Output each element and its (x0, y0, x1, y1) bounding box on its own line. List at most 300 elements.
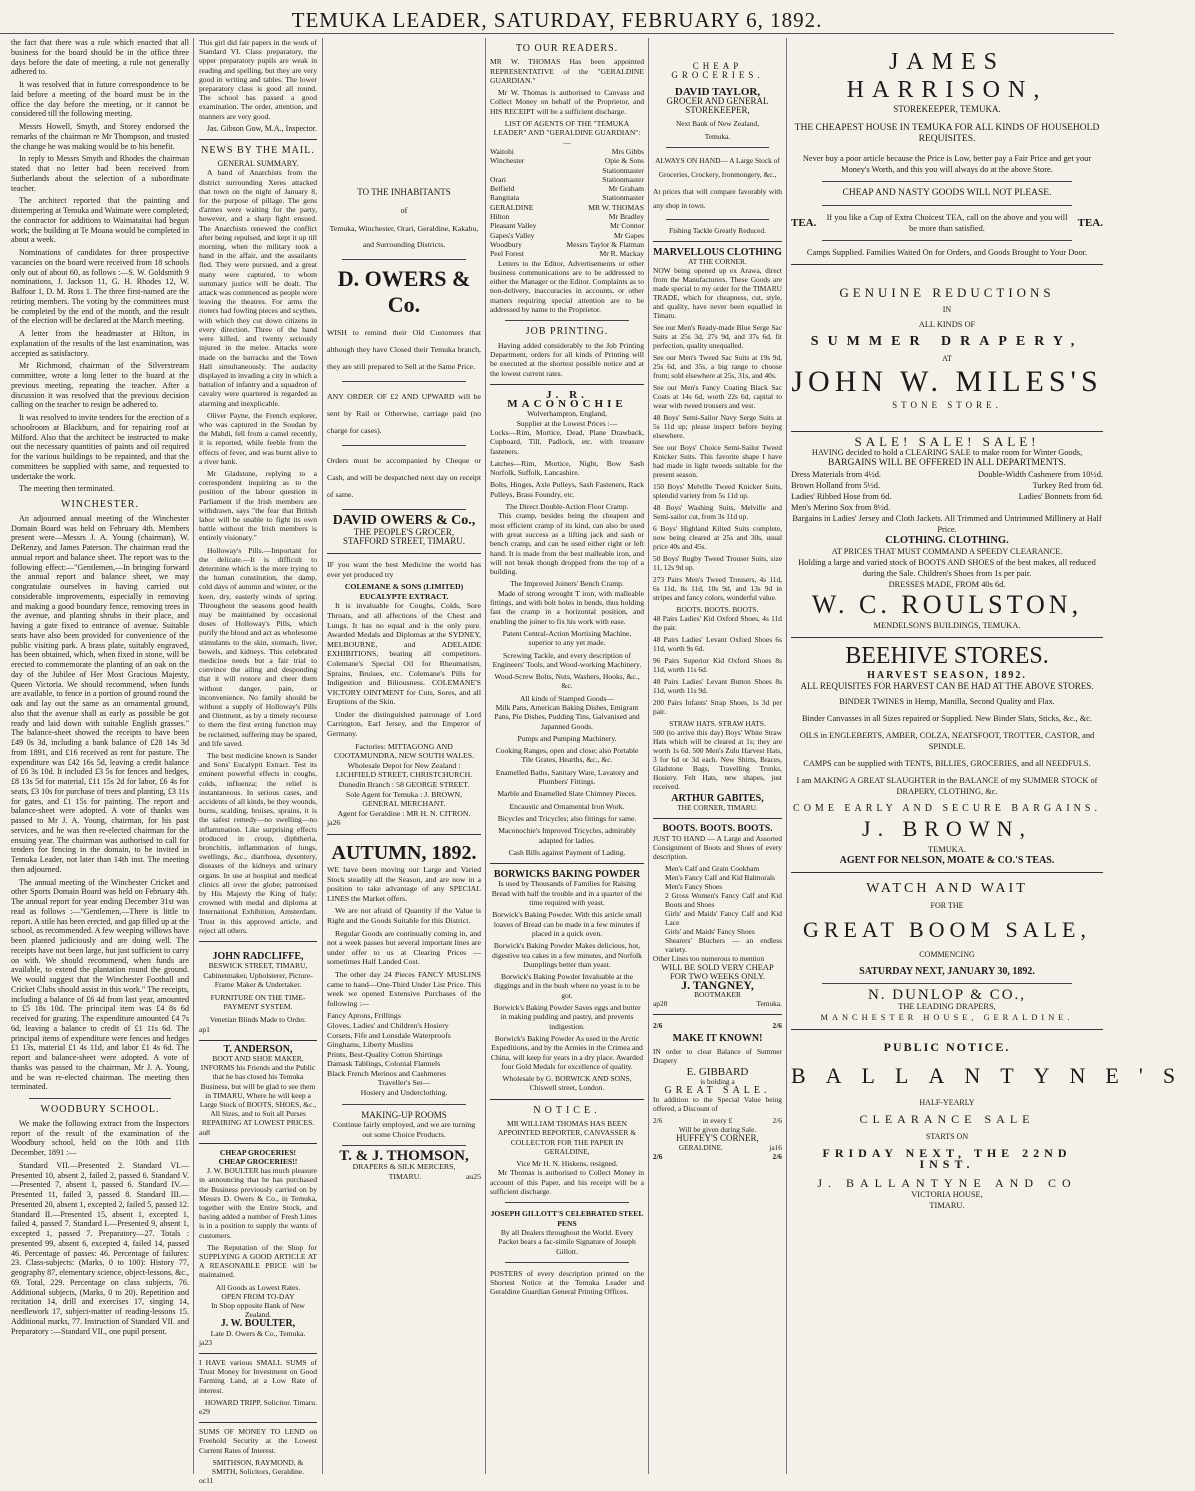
ad-name: HOWARD TRIPP, Solicitor. Timaru. (204, 1397, 317, 1407)
column-rule (648, 38, 649, 1474)
ad-beehive (791, 638, 1103, 873)
ad-body: This cramp, besides being the cheapest and most efficient cramp of its kind, can also be used with great success as a lifting jack and sash or bench cramp, and can be used either right or left hand. It is made from the best malleable iron, and will not break though dropped from the top of a building. (490, 511, 644, 577)
ad-title: JOHN RADCLIFFE, (212, 951, 304, 963)
list-item: Men's Fancy Calf and Kid Balmorals (665, 873, 775, 882)
ad-code: ap1 (199, 1024, 210, 1034)
divider (490, 863, 644, 864)
article-paragraph: The meeting then terminated. (19, 484, 115, 494)
article-paragraph: We make the following extract from the Inspectors report of the result of the examination of the Woodbury school, held on the 10th and 11th December, 1891 :— (11, 1118, 189, 1157)
list-item: 2 Gross Women's Fancy Calf and Kid Boots and Shoes (665, 891, 782, 909)
ad-line: The Direct Double-Action Floor Cramp. (505, 502, 629, 512)
ad-line: IN (942, 305, 952, 314)
article-paragraph: A band of Anarchists from the district surrounding Xeres attacked that town on the night of January 8, for the purpose of pillage. The gens d'armes were waiting for the party, however, and a sharp fight ensued. The Anarchists renewed the conflict after being repulsed, and kept it up till morning, when the military took a hand in the affair, and the assailants fled. They were pursued, and a great many were captured, to whom summary justice will be dealt. The attack was commenced as people were leaving the theatres. For arms the rioters had fowling pieces and scythes, with which they cut down citizens in every direction. Three of the band were killed, and twenty seriously injured in the melee. Attacks were made on the barracks and the Town Hall simultaneously. The audacity displayed in invading a city in which a battalion of infantry and a squadron of cavalry were quartered is regarded as alarming and inexplicable. (199, 168, 317, 408)
divider (822, 205, 1072, 206)
divider (342, 381, 465, 382)
agent-place: Gapes's Valley (490, 230, 535, 240)
ad-body: Continue fairly employed, and we are turning out some Choice Products. (332, 1120, 476, 1139)
ad-body: Borwick's Baking Powder As used in the Arctic Expeditions, and by the Armies in the Crimea and China, will keep for years in a dry place. Awarded four Gold Medals for excellence of quality. (490, 1033, 644, 1071)
agent-row (490, 166, 644, 175)
ad-line: Other Lines too numerous to mention (653, 954, 765, 963)
column-3 (324, 38, 484, 1474)
divider (666, 219, 769, 220)
article-paragraph: Holloway's Pills.—Important for the delicate.—It is difficult to determine which is the more trying to the human constitution, the damp, cold days of autumn and winter, or the keen, dry, easterly winds of spring. Throughout the seasons good health may be maintained by occasional doses of Holloway's Pills, which purify the blood and act as wholesome stimulants to the skin, stomach, liver, bowels, and kidneys. This celebrated medicine needs but a fair trial to convince the ailing and desponding that it will restore and cheer them without danger, pain, or inconvenience. No family should be without a supply of Holloway's Pills and Ointment, as by a timely recourse to them the first erring function may be reclaimed, suffering may be spared, and life saved. (199, 545, 317, 748)
divider (327, 553, 481, 554)
ad-body: See our Men's Tweed Sac Suits at 19s 9d, 25s 6d, and 35s, a big range to choose from; sold elsewhere at 25s, 31s, and 40s. (653, 353, 782, 380)
ad-address: Wolverhampton, England, (527, 409, 607, 419)
divider (653, 1014, 782, 1015)
list-item: Ginghams, Liberty Muslins (327, 1040, 413, 1050)
ad-title: CHEAP GROCERIES! (219, 1147, 297, 1157)
agent-row (490, 231, 644, 240)
ad-name: N. DUNLOP & CO., (867, 987, 1027, 1003)
notice-title: JOSEPH GILLOTT'S CELEBRATED STEEL PENS (490, 1209, 644, 1228)
ad-body: 48 Boys' Semi-Sailor Navy Serge Suits at 5s 11d up; please inspect before buying elsewhere. (653, 413, 782, 440)
agent-name: Mr Bradley (608, 212, 644, 222)
ad-body: Never buy a poor article because the Price is Low, better pay a Fair Price and get your Money's Worth, and this you will always do at the above Store. (802, 154, 1092, 174)
article-paragraph: In reply to Messrs Smyth and Rhodes the chairman stated that no letter had been received from Sutherlands about the selection of a subordinate teacher. (11, 154, 189, 193)
column-1 (8, 38, 192, 1474)
corner-row (653, 1152, 782, 1161)
agent-place: Orari (490, 174, 507, 184)
ad-name: J. W. BOULTER, (220, 1318, 296, 1330)
ad-line: HUFFEY'S CORNER, (676, 1133, 759, 1143)
ad-body: Borwick's Baking Powder. With this article small loaves of Bread can be made in a few minutes if placed in a quick oven. (492, 910, 642, 938)
agent-place: Belfield (490, 184, 515, 194)
agent-name: Mr Gapes (613, 230, 644, 240)
article-paragraph: Oliver Payne, the French explorer, who was captured in the Soudan by the Mahdi, fell from a camel recently, it is reported, while feeble from the effects of fever, and was burnt alive to a river bank. (199, 410, 317, 466)
price-row (791, 480, 1103, 491)
ad-body: Marble and Enamelled Slate Chimney Pieces. (497, 789, 637, 799)
ad-body: INFORMS his Friends and the Public that he has closed his Temuka Business, but will be glad to see them in TIMARU, Where he will keep a Large Stock of BOOTS, SHOES, &c., All Sizes, and to Suit all Purses (199, 1063, 317, 1119)
list-item: Shearers' Bluchers — an endless variety. (665, 936, 782, 954)
ad-title: DAVID TAYLOR, (674, 86, 761, 98)
column-rule (193, 38, 194, 1474)
column-4 (487, 38, 647, 1474)
ad-line: WILL BE SOLD VERY CHEAP FOR TWO WEEKS ONLY. (661, 962, 774, 981)
ad-firm: DAVID OWERS & Co., (332, 513, 476, 529)
signature: Jas. Gibson Gow, M.A., Inspector. (206, 123, 317, 133)
ad-date: FRIDAY NEXT, THE 22ND INST. (822, 1146, 1072, 1171)
ad-list (653, 864, 782, 954)
divider (199, 139, 317, 140)
corner-row (653, 1021, 782, 1030)
ad-line: All kinds of Stamped Goods— (519, 693, 615, 703)
divider (666, 147, 769, 148)
divider (342, 259, 465, 260)
ad-body: 150 Boys' Melville Tweed Knicker Suits, splendid variety from 5s 11d up. (653, 482, 782, 500)
ad-trade: BOOT AND SHOE MAKER, (212, 1053, 304, 1063)
agent-name: Stationmaster (602, 165, 644, 175)
ad-line: Wholesale Depot for New Zealand : LICHFIELD STREET, CHRISTCHURCH. (335, 760, 473, 780)
article-paragraph: the fact that there was a rule which enacted that all business for the board should be in the office three days before the date of meeting, a rule not generally adhered to. (11, 38, 189, 77)
article-paragraph: It was resolved that in future correspondence to be laid before a meeting of the board must be in the office the day before the meeting, or it cannot be considered till the following meeting. (11, 80, 189, 119)
article-paragraph: The architect reported that the painting and distempering at Temuka and Waimate were completed; the contractor for additions to Waimataitai had begun work; the building at Te Moana would be completed in about a week. (11, 196, 189, 245)
ad-line: THE PEOPLE'S GROCER, (353, 526, 455, 537)
list-item: Gloves, Ladies' and Children's Hosiery (327, 1020, 449, 1030)
ad-body: Pumps and Pumping Machinery. (517, 733, 617, 743)
agent-place: Peel Forest (490, 249, 524, 259)
tea-label: TEA. (1077, 216, 1103, 229)
article-paragraph: Mr Gladstone, replying to a correspondent inquiring as to the position of the labour question in Parliament if the Irish members are withdrawn, says "the fear that British labor will be unable to fight its own battle without the Irish members is entirely visionary." (199, 468, 317, 543)
agent-name: Messrs Taylor & Flatman (566, 239, 644, 249)
ad-town: TEMUKA. (928, 845, 966, 854)
ad-radcliffe (199, 948, 317, 1041)
ad-line: GREAT SALE. (664, 1085, 771, 1096)
ad-title: T. ANDERSON, (223, 1043, 293, 1055)
ad-title: BOOTS. BOOTS. BOOTS. (662, 824, 773, 834)
ad-body: At prices that will compare favorably with any shop in town. (653, 187, 782, 210)
ad-body: Made of strong wrought T iron, with malleable fittings, and with bolt holes in bends, thus holding fast the cramp in a horizontal position, and enabling the joiner to fix his work with ease. (490, 588, 644, 626)
ad-title: J. R. MACONOCHIE (507, 388, 627, 411)
agents-heading: LIST OF AGENTS OF THE "TEMUKA LEADER" AND "GERALDINE GUARDIAN":— (493, 119, 641, 147)
discount-row (653, 1116, 782, 1125)
ad-line: of (400, 205, 408, 215)
ad-body: Bolts, Hinges, Axle Pulleys, Sash Fasteners, Rack Pulleys, Brass Foundry, etc. (490, 480, 644, 499)
ad-name: J. BALLANTYNE AND CO (817, 1176, 1077, 1190)
column-6 (788, 38, 1195, 1474)
article-heading: NEWS BY THE MAIL. (201, 145, 315, 157)
ad-trade: BOOTMAKER (694, 990, 741, 999)
ad-body: IF you want the best Medicine the world has ever yet produced try (327, 559, 481, 579)
ad-body: SUMS OF MONEY TO LEND on Freehold Security at the Lowest Current Rates of Interest. (199, 1427, 317, 1455)
ad-heading: CLOTHING. CLOTHING. (885, 535, 1009, 546)
ad-body: Latches—Rim, Mortice, Night, Bow Sash Norfolk, Suffolk, Lancashire. (490, 458, 644, 478)
article-subheading: GENERAL SUMMARY. (217, 159, 299, 169)
ad-address: VICTORIA HOUSE, (911, 1190, 983, 1199)
agent-row (490, 193, 644, 202)
notice-paragraph: Mr W. Thomas is authorised to Canvass and Collect Money on behalf of the Proprietor, and HIS RECEIPT will be a sufficient discharge. (490, 88, 644, 116)
agent-name: Mr Connor (610, 221, 644, 231)
article-heading: WINCHESTER. (61, 499, 139, 510)
agent-row (490, 221, 644, 230)
agent-name: MR W. THOMAS (588, 202, 644, 212)
ad-line: All Goods as Lowest Rates. (215, 1282, 301, 1292)
ad-title: CHEAP GROCERIES!! (218, 1156, 298, 1166)
ad-heading: WATCH AND WAIT (866, 881, 1028, 896)
price-item: Ladies' Ribbed Hose from 6d. (791, 492, 892, 501)
ad-body: If you like a Cup of Extra Choicest TEA, call on the above and you will be more than satisfied. (826, 213, 1068, 233)
ad-body: Under the distinguished patronage of Lord Carrington, Earl Jersey, and the Emperor of Germany. (327, 709, 481, 739)
list-item: Prints, Best-Quality Cotton Shirtings (327, 1049, 443, 1059)
ad-title: MARVELLOUS CLOTHING (653, 247, 782, 258)
ad-body: Borwick's Baking Powder Makes delicious, hot, digestive tea cakes in a few minutes, and Norfolk Dumplings better than yeast. (492, 941, 642, 969)
ad-title: AUTUMN, 1892. (331, 842, 477, 864)
ad-title: MAKE IT KNOWN! (672, 1033, 763, 1044)
ad-code: au25 (465, 1171, 481, 1181)
article-paragraph: This girl did fair papers in the work of Standard VI. Class preparatory, the upper preparatory pupils are weak in reading and spelling, but they are very good in writing and tables. The lower preparatory class is good all round. The school has passed a good examination. The order, attention, and manners are very good. (199, 38, 317, 121)
ad-body: I HAVE various SMALL SUMS of Trust Money for Investment on Good Farming Land, at a Low Rate of interest. (199, 1358, 317, 1395)
ad-list (327, 1011, 481, 1078)
ad-body: See our Men's Fancy Coating Black Sac Coats at 14s 6d, worth 22s 6d, capital to wear with tweed trousers and vest. (653, 383, 782, 410)
ad-line: COMMENCING (919, 950, 975, 959)
article-paragraph: Mr Richmond, chairman of the Silverstream committee, wrote a long letter to the board at the previous meeting, repeating the teacher. After a discussion it was resolved that the previous decision calling on the teacher to resign be adhered to. (11, 361, 189, 410)
ad-body: THE CHEAPEST HOUSE IN TEMUKA FOR ALL KINDS OF HOUSEHOLD REQUISITES. (794, 123, 1100, 144)
ad-roulston (791, 432, 1103, 638)
ad-footer: Camps Supplied. Families Waited On for Orders, and Goods Brought to Your Door. (806, 248, 1088, 257)
ad-footer-row (653, 1143, 782, 1152)
divider (342, 1104, 465, 1105)
ad-line: STARTS ON (925, 1132, 969, 1141)
agent-name: Mr Graham (608, 184, 644, 194)
masthead: TEMUKA LEADER, SATURDAY, FEBRUARY 6, 1892. (0, 0, 1114, 34)
tea-label: TEA. (791, 216, 817, 229)
ad-address: BESWICK STREET, TIMARU, (208, 961, 308, 971)
divider (327, 834, 481, 835)
corner-price: 2/6 (772, 1152, 782, 1161)
divider (822, 240, 1072, 241)
ad-anderson (199, 1041, 317, 1144)
ad-body: Enamelled Baths, Sanitary Ware, Lavatory and Plumbers' Fittings. (495, 767, 639, 787)
ad-code: ja26 (327, 818, 341, 828)
article-paragraph: Standard VII.—Presented 2. Standard VI.—Presented 10, absent 2, failed 2, passed 6. Standard V.—Presented 7, absent 1, passed 6. Standard IV.—Presented 11, failed 3, passed 8. Standard III.—Presented 20, absent 1, excepted 2, failed 5, passed 12. Standard II.—Presented 15, absent 1, excepted 1, failed 4, passed 7. Standard I.—Presented 9, absent 1, excepted 1, passed 7. Preparatory—27. Totals : presented 99, absent 6, excepted 4, failed 14, passed 46. Percentage of passes: 46. Percentage of failures: 23. Class-subjects: (Marks, 0 to 100): History 77, geography 87, elementary science, object-lessons, &c., 69. Total, 229. Percentage on class subjects, 76. Additional subjects, (Marks, 0 to 20). Repetition and recitation 14, drill and exercises 17, singing 14, needlework 17, subject-matter of reading-lessons 15. Additional marks, 77. Instruction of Standard VII. and Preparatory :—Standard VII., one pupil present. (11, 1160, 189, 1336)
ad-address: THE CORNER, TIMARU. (677, 803, 758, 812)
ad-line: BOOTS. BOOTS. BOOTS. (676, 605, 759, 614)
column-2 (196, 38, 320, 1486)
ad-address: MENDELSON'S BUILDINGS, TEMUKA. (873, 621, 1021, 630)
ad-body: Cash Bills against Payment of Lading. (508, 847, 626, 857)
list-item: Damask Tablings, Colonial Flannels (327, 1059, 441, 1069)
list-item: Men's Calf and Grain Cookham (665, 864, 760, 873)
ad-body: BARGAINS WILL BE OFFERED IN ALL DEPARTMENTS. (827, 458, 1067, 468)
ad-title: D. OWERS & Co. (337, 266, 471, 318)
ad-body: Cooking Ranges, open and close; also Portable Tile Grates, Hearths, &c., &c. (495, 746, 639, 765)
ad-body: 48 Boys' Washing Suits, Melville and Semi-sailor cut, from 3s 11d up. (653, 503, 782, 521)
ad-body: ALWAYS ON HAND— A Large Stock of Groceries, Crockery, Ironmongery, &c., (655, 156, 780, 179)
ad-subtitle: HARVEST SEASON, 1892. (867, 670, 1027, 681)
ad-name: E. GIBBARD (686, 1066, 749, 1078)
ad-body: Borwick's Baking Powder Saves eggs and butter in making pudding and pastry, and prevents indigestion. (493, 1003, 641, 1031)
ad-line: COME EARLY AND SECURE BARGAINS. (793, 803, 1101, 814)
ad-line: DRAPERS & SILK MERCERS, (352, 1162, 456, 1172)
ad-body: The other day 24 Pieces FANCY MUSLINS came to hand—One-Third Under List Price. This week we opened Extensive Purchases of the following :— (327, 969, 481, 1008)
ad-body: 48 Pairs Ladies' Kid Oxford Shoes, 4s 11d the pair. (653, 614, 782, 632)
divider (505, 1202, 628, 1203)
ad-body: Wholesale by G. BORWICK AND SONS, Chiswell street, London. (502, 1074, 632, 1093)
ad-line: Agent for Geraldine : MR H. N. CITRON. (337, 808, 471, 818)
ad-line: Supplier at the Lowest Prices :— (516, 418, 618, 428)
ad-line: STRAW HATS. STRAW HATS. (669, 719, 766, 728)
ad-body: See our Boys' Choice Semi-Sailor Tweed Knicker Suits. This favorite shape I have had made in light tweeds suitable for the present season. (653, 443, 782, 479)
ad-body: Orders must be accompanied by Cheque or Cash, and will be despatched next day on receipt of same. (327, 456, 481, 500)
ad-line: Factories: MITTAGONG AND COOTAMUNDRA, NEW SOUTH WALES. (333, 741, 475, 761)
ad-line: Late D. Owers & Co., Temuka. (210, 1328, 306, 1338)
ad-body: Holding a large and varied stock of BOOTS AND SHOES of the best makes, all reduced during the Sale. Children's Shoes from 1s per pair. (798, 558, 1096, 578)
ad-body: Is used by Thousands of Families for Raising Bread with half the trouble and in a quarter of the time required with yeast. (491, 879, 643, 908)
list-item: Corsets, Fife and Lonsdale Waterproofs (327, 1030, 451, 1040)
agents-list (490, 147, 644, 259)
ad-motto: CHEAP AND NASTY GOODS WILL NOT PLEASE. (842, 188, 1052, 198)
ad-footer: Fishing Tackle Greatly Reduced. (668, 226, 767, 235)
ad-body: J. W. BOULTER has much pleasure in announcing that he has purchased the Business previously carried on by Messrs D. Owers & Co., in Temuka, together with the Entire Stock, and having added a number of Fresh Lines is in a position to supply the wants of customers. (199, 1166, 317, 1240)
ad-name: SMITHSON, RAYMOND, & SMITH, Solicitors, Geraldine. (211, 1457, 305, 1477)
corner-price: 2/6 (653, 1021, 663, 1030)
list-item: Black French Merinos and Cashmeres (327, 1068, 447, 1078)
ad-body: 200 Pairs Infants' Strap Shoes, 1s 3d per pair. (653, 698, 782, 716)
ad-line: STONE STORE. (892, 400, 1002, 410)
agent-row (490, 175, 644, 184)
agent-row (490, 156, 644, 165)
ad-line: Dunedin Branch : 58 GEORGE STREET. (338, 780, 470, 790)
ad-line: Temuka, Winchester, Orari, Geraldine, Kakahu, and Surrounding Districts. (329, 224, 479, 250)
ad-body: Patent Central-Action Mortising Machine, superior to any yet made. (502, 628, 632, 648)
discount-value: 2/6 (772, 1116, 782, 1125)
divider (822, 983, 1072, 984)
notice-paragraph: Having added considerably to the Job Printing Department, orders for all kinds of Printing will be executed at the shortest possible notice and at the lowest current rates. (490, 340, 644, 378)
ad-line: DRESSES MADE, FROM 40s 6d. (888, 580, 1006, 589)
ad-body: See our Men's Ready-made Blue Serge Sac Suits at 25s 3d, 27s 9d, and 37s 6d, fit perfection, quality unequalled. (653, 323, 782, 350)
ad-name: ARTHUR GABITES, (671, 793, 764, 804)
ad-line: CAMPS can be supplied with TENTS, BILLIES, GROCERIES, and all NEEDFULS. (803, 759, 1091, 768)
ad-body: 48 Pairs Ladies' Levant Oxford Shoes 6s 11d, worth 9s 6d. (653, 635, 782, 653)
ad-body: Maconochie's Improved Tricycles, admirably adapted for ladies. (498, 826, 636, 845)
ad-code: oc11 (199, 1476, 214, 1486)
ad-name: J. TANGNEY, (681, 978, 754, 992)
ad-body: Locks—Rim, Mortice, Dead, Plane Drawback, Cupboard, Till, Padlock, etc. with treasure fasteners. (490, 427, 644, 456)
divider (505, 320, 628, 321)
divider (822, 181, 1072, 182)
article-paragraph: Nominations of candidates for three prospective vacancies on the board were received from 18 schools only out of about 60, as follows :—S. W. Goldsmith 9 nominations, J. Jackson 11, G. H. Rhodes 12, W. Balfour 1, D. M. Ross 1. The three first-named are the retiring members. The voting by the committees must be completed by the end of the month, and the result of the election will be declared at the March meeting. (11, 248, 189, 326)
agent-row (490, 147, 644, 156)
ad-body: Bicycles and Tricycles; also fittings for same. (497, 813, 637, 823)
article-paragraph: It was resolved to invite tenders for the erection of a schoolroom at Blackburn, and for repairing roof at Milford. Also that the architect be instructed to make out the necessary quantities of paints and oil required for the various buildings to be repainted, and that the committees be supplied with same, and requested to undertake the work. (11, 413, 189, 481)
ad-body: Bargains in Ladies' Jersey and Cloth Jackets. All Trimmed and Untrimmed Millinery at Half Price. (792, 514, 1102, 534)
agent-row (490, 203, 644, 212)
corner-price: 2/6 (653, 1152, 663, 1161)
notice-paragraph: Letters to the Editor, Advertisements or other business communications are to be addressed to either the Manager or the Editor. Complaints as to non-delivery, inaccuracies in accounts, or other matters requiring special attention are to be addressed by name to the Proprietor. (490, 258, 644, 315)
ad-line: HALF-YEARLY (919, 1098, 975, 1107)
ad-title: BORWICKS BAKING POWDER (493, 869, 641, 881)
list-item: Girls' and Maids' Fancy Calf and Kid Lace (665, 909, 782, 927)
notice-paragraph: MR WILLIAM THOMAS HAS BEEN APPOINTED REPORTER, CANVASSER & COLLECTOR FOR THE PAPER IN GERALDINE, (497, 1118, 637, 1156)
article-paragraph: A letter from the headmaster at Hilton, in explanation of the results of the last examination, was accepted as satisfactory. (11, 329, 189, 358)
agent-name: Mrs Gibbs (611, 146, 644, 156)
ad-trade: THE LEADING DRAPERS, (898, 1002, 996, 1011)
divider (653, 241, 782, 242)
column-rule (322, 38, 323, 1474)
ad-tripp (199, 1354, 317, 1423)
ad-body: IN order to clear Balance of Summer Drapery (653, 1047, 782, 1065)
ad-line: OILS in ENGLEBERTS, AMBER, COLZA, NEATSFOOT, TROTTER, CASTOR, and SPINDLE. (799, 731, 1095, 751)
ad-miles (791, 265, 1103, 432)
agent-place: Hilton (490, 212, 510, 222)
ad-trade: GROCER AND GENERAL STOREKEEPER, (666, 96, 769, 115)
ad-footer: Venetian Blinds Made to Order. (209, 1015, 307, 1025)
ad-smithson (199, 1423, 317, 1491)
ad-date: SATURDAY NEXT, JANUARY 30, 1892. (859, 966, 1035, 977)
ad-footer-row (327, 1172, 481, 1182)
column-5 (650, 38, 785, 1474)
ad-footer: REPAIRING AT LOWEST PRICES. (201, 1118, 315, 1128)
ad-trade: Cabinetmaker, Upholsterer, Picture-Frame Maker & Undertaker. (203, 970, 313, 989)
ad-line: AT PRICES THAT MUST COMMAND A SPEEDY CLEARANCE. (831, 547, 1063, 556)
article-heading: NOTICE. (533, 1104, 601, 1116)
notice-paragraph: By all Dealers throughout the World. Every Packet bears a fac-simile Signature of Joseph Gillott. (498, 1227, 636, 1256)
ad-address: STAFFORD STREET, TIMARU. (343, 536, 465, 547)
ad-line: BINDER TWINES in Hemp, Manilla, Second Quality and Flax. (839, 697, 1055, 706)
tea-row (791, 212, 1103, 234)
agent-place: GERALDINE (490, 202, 534, 212)
ad-harrison (791, 38, 1103, 265)
list-item: Girls' and Maids' Fancy Shoes (665, 927, 755, 936)
agent-place: Woodbury (490, 239, 522, 249)
ad-town: Temuka. (756, 999, 782, 1008)
ad-body: Borwick's Baking Powder Invaluable at the diggings and in the bush where no yeast is to be got. (494, 972, 640, 1000)
price-item: Men's Merino Sox from 8½d. (791, 503, 891, 512)
divider (342, 509, 465, 510)
notice-paragraph: MR W. THOMAS Has been appointed REPRESENTATIVE of the "GERALDINE GUARDIAN." (490, 57, 644, 85)
ad-line: In Shop opposite Bank of New Zealand. (211, 1301, 305, 1320)
agent-name: Mr R. Mackay (599, 249, 644, 259)
price-row (791, 491, 1103, 502)
ad-code: ja16 (769, 1143, 782, 1152)
ad-line: CLEARANCE SALE (859, 1112, 1035, 1126)
ad-body: 500 (to arrive this day) Boys' White Straw Hats which will be cleared at 1s; they are worth 1s 6d. 500 Men's Zulu Harvest Hats, 3 for 6d or 3d each. New Shirts, Braces, Gladstone Bags, Travelling Trunks, Hosiery. Felt Hats, new shapes, just received. (653, 728, 782, 791)
divider (29, 1098, 171, 1099)
ad-town: GERALDINE. (678, 1143, 723, 1152)
agent-row (490, 212, 644, 221)
ad-ballantyne (791, 1030, 1195, 1217)
ad-body: 50 Boys' Rugby Tweed Trouser Suits, size 11, 12s 9d up. (653, 554, 782, 572)
ad-body: HAVING decided to hold a CLEARING SALE to make room for Winter Goods, (811, 448, 1083, 457)
ad-town: Temuka. (704, 132, 731, 141)
article-heading: JOB PRINTING. (525, 326, 609, 338)
ad-address: MANCHESTER HOUSE, GERALDINE. (820, 1013, 1074, 1022)
discount-value: 2/6 (653, 1116, 663, 1125)
ad-code: e29 (199, 1407, 210, 1417)
price-item: Ladies' Bonnets from 6d. (1018, 492, 1103, 501)
price-item: Turkey Red from 6d. (1032, 481, 1103, 490)
ad-body: 6 Boys' Highland Kilted Suits complete, now being cleared at 25s and 30s, usual price 40s and 45s. (653, 524, 782, 551)
divider (490, 384, 644, 385)
column-rule (485, 38, 486, 1474)
ad-title: COLEMANE & SONS (LIMITED) EUCALYPTE EXTRACT. (344, 582, 464, 601)
agent-place: Waitohi (490, 146, 514, 156)
ad-line: The Improved Joiners' Bench Cramp. (510, 579, 624, 589)
ad-body: FURNITURE ON THE TIME-PAYMENT SYSTEM. (210, 992, 306, 1012)
ad-town: TIMARU. (929, 1201, 965, 1210)
ad-line: Traveller's Set— (377, 1078, 431, 1088)
article-heading: WOODBURY SCHOOL. (40, 1104, 160, 1115)
discount-value: in every £ (702, 1116, 733, 1125)
ad-line: Sole Agent for Temuka : J. BROWN, GENERAL MERCHANT. (345, 789, 463, 809)
ad-line: ALL KINDS OF (918, 320, 976, 329)
corner-price: 2/6 (772, 1021, 782, 1030)
ad-line: Hosiery and Underclothing. (360, 1088, 448, 1098)
agent-place: Winchester (490, 156, 525, 166)
ad-trade: STOREKEEPER, TEMUKA. (893, 104, 1001, 114)
ad-body: In addition to the Special Value being offered, a Discount of (653, 1095, 782, 1113)
ad-body: Milk Pans, American Baking Dishes, Emigrant Pans, Pie Dishes, Pudding Tins, Galvanised and Japanned Goods. (494, 703, 640, 731)
agent-name: Opie & Sons (604, 156, 644, 166)
agent-place: Rangitata (490, 193, 520, 203)
ad-line: FOR THE (930, 901, 964, 910)
ad-body: WISH to remind their Old Customers that although they have Closed their Temuka branch, they are still prepared to Sell at the Same Price. (327, 328, 481, 372)
divider (342, 1145, 465, 1146)
ad-title: GREAT BOOM SALE, (802, 917, 1091, 942)
ad-line: AGENT FOR NELSON, MOATE & CO.'S TEAS. (839, 855, 1055, 866)
ad-body: The Reputation of the Shop for SUPPLYING A GOOD ARTICLE AT A REASONABLE PRICE will be maintained. (199, 1242, 317, 1280)
ad-title: BEEHIVE STORES. (845, 643, 1049, 669)
notice-line: Vice Mr H. N. Hiskens, resigned. (516, 1159, 618, 1169)
ad-place: TIMARU. (388, 1171, 422, 1181)
ad-heading: SALE! SALE! SALE! (854, 434, 1040, 449)
ad-body: NOW being opened up ex Arawa, direct from the Manufacturers. These Goods are made special to my order for the TIMARU TRADE, which for cheapness, cut, style, and quality, have never been equalled in Timaru. (653, 266, 782, 320)
agent-place: Pleasant Valley (490, 221, 537, 231)
divider (653, 818, 782, 819)
article-heading: TO OUR READERS. (515, 43, 619, 54)
ad-code: au8 (199, 1127, 210, 1137)
divider (490, 1099, 644, 1100)
